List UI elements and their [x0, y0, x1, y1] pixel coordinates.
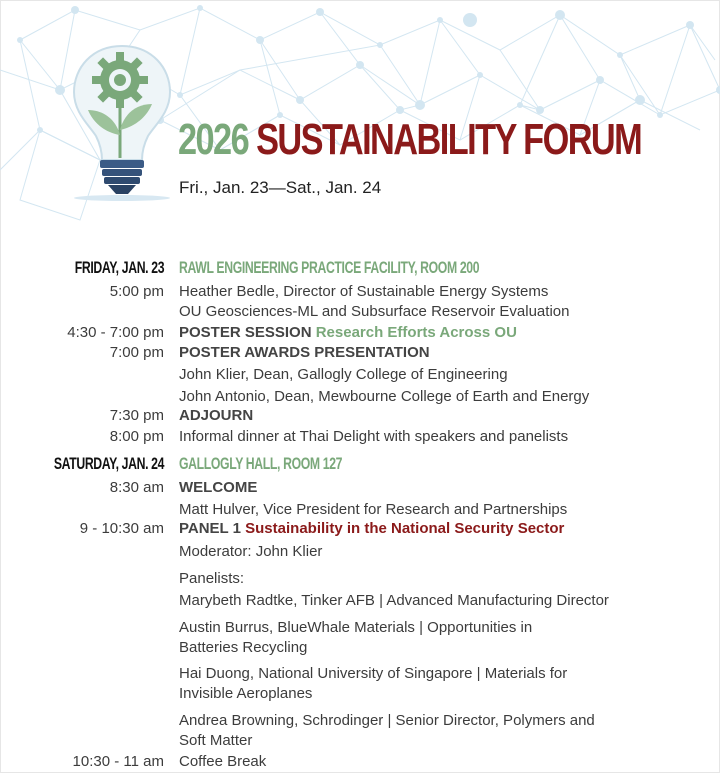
- saturday-header: [0, 456, 720, 478]
- item-label: WELCOME: [179, 479, 258, 496]
- item-text: Austin Burrus, BlueWhale Materials | Opportunities in: [179, 619, 533, 636]
- schedule-item: [0, 619, 720, 641]
- item-text: Panelists:: [179, 570, 245, 587]
- item-highlight: Research Efforts Across OU: [315, 324, 517, 341]
- time: 5:00 pm: [109, 283, 164, 300]
- item-highlight: Sustainability in the National Security Sector: [245, 520, 565, 537]
- item-text: Moderator: John Klier: [179, 543, 323, 560]
- schedule-item: [0, 753, 720, 775]
- friday-header: [0, 260, 720, 282]
- item-text: Invisible Aeroplanes: [179, 685, 313, 702]
- item-text: Coffee Break: [179, 753, 267, 770]
- location-label: GALLOGLY HALL, ROOM 127: [179, 454, 343, 473]
- item-text: Soft Matter: [179, 732, 253, 749]
- item-label: POSTER AWARDS PRESENTATION: [179, 344, 430, 361]
- title-name: SUSTAINABILITY FORUM: [256, 115, 642, 164]
- schedule-item: [0, 732, 720, 754]
- item-text: Informal dinner at Thai Delight with speakers and panelists: [179, 428, 569, 445]
- schedule-item: [0, 543, 720, 565]
- schedule-item: [0, 685, 720, 707]
- schedule-item: [0, 592, 720, 614]
- time: 8:00 pm: [109, 428, 164, 445]
- schedule-item: [0, 283, 720, 305]
- page-title: [178, 115, 642, 164]
- day-label: FRIDAY, JAN. 23: [74, 258, 164, 277]
- item-text: [179, 324, 517, 341]
- time: 4:30 - 7:00 pm: [67, 324, 164, 341]
- schedule-item: [0, 428, 720, 450]
- item-text: Marybeth Radtke, Tinker AFB | Advanced Manufacturing Director: [179, 592, 609, 609]
- item-text: Batteries Recycling: [179, 639, 308, 656]
- title-year: 2026: [178, 115, 249, 164]
- schedule-item: [0, 303, 720, 325]
- schedule-item: [0, 712, 720, 734]
- location-label: RAWL ENGINEERING PRACTICE FACILITY, ROOM 200: [179, 258, 480, 277]
- item-label: PANEL 1: [179, 520, 241, 537]
- time: 10:30 - 11 am: [72, 753, 164, 770]
- time: 7:00 pm: [109, 344, 164, 361]
- time: 9 - 10:30 am: [79, 520, 164, 537]
- schedule-item: [0, 639, 720, 661]
- schedule-item: [0, 407, 720, 429]
- day-label: SATURDAY, JAN. 24: [53, 454, 164, 473]
- item-label: POSTER SESSION: [179, 324, 312, 341]
- schedule-item: [0, 479, 720, 501]
- item-text: John Antonio, Dean, Mewbourne College of Earth and Energy: [179, 388, 590, 405]
- time: 8:30 am: [109, 479, 164, 496]
- schedule-item: [0, 324, 720, 346]
- item-text: Heather Bedle, Director of Sustainable Energy Systems: [179, 283, 549, 300]
- item-text: OU Geosciences-ML and Subsurface Reservoir Evaluation: [179, 303, 570, 320]
- item-label: ADJOURN: [179, 407, 254, 424]
- schedule-item: [0, 366, 720, 388]
- item-text: Andrea Browning, Schrodinger | Senior Director, Polymers and: [179, 712, 595, 729]
- item-text: Matt Hulver, Vice President for Research and Partnerships: [179, 501, 568, 518]
- schedule-item: [0, 520, 720, 542]
- item-text: John Klier, Dean, Gallogly College of Engineering: [179, 366, 508, 383]
- lightbulb-gear-logo: [62, 40, 182, 205]
- item-text: Hai Duong, National University of Singapore | Materials for: [179, 665, 568, 682]
- item-text: [179, 520, 564, 537]
- schedule-item: [0, 344, 720, 366]
- event-dates: Fri., Jan. 23—Sat., Jan. 24: [179, 178, 382, 197]
- schedule-item: [0, 665, 720, 687]
- time: 7:30 pm: [109, 407, 164, 424]
- schedule-item: [0, 570, 720, 592]
